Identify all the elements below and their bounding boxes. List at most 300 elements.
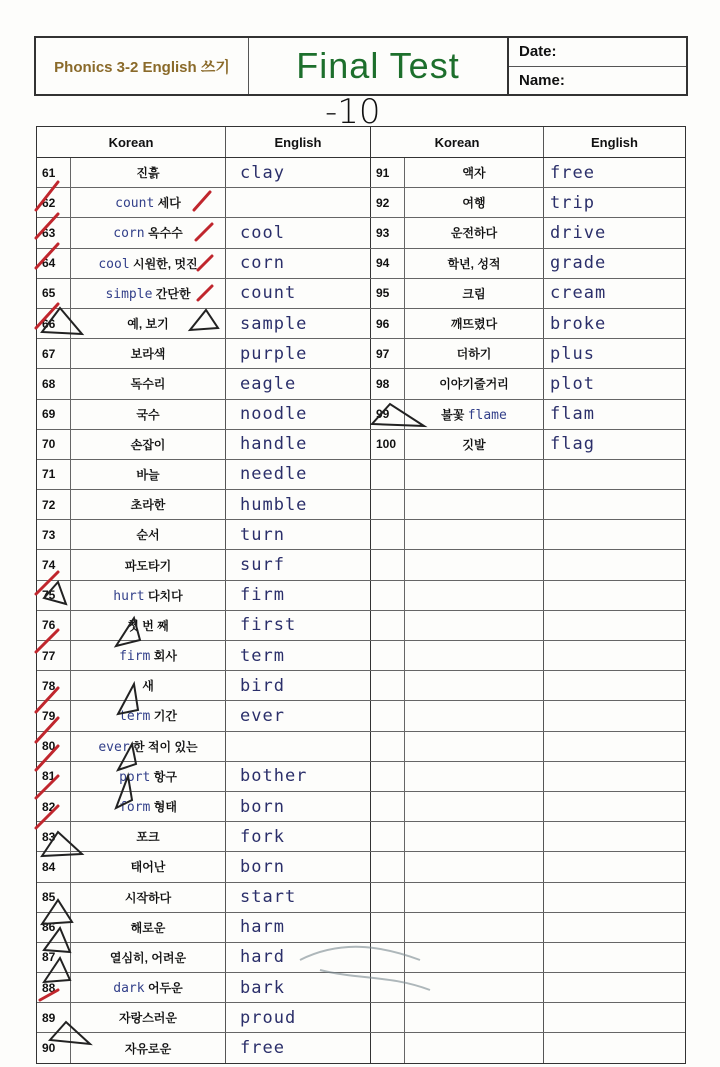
handwritten-answer: clay (240, 162, 285, 183)
handwritten-answer (544, 822, 685, 851)
left-english-cell (226, 218, 371, 247)
handwritten-answer (544, 792, 685, 821)
left-korean-cell (37, 339, 226, 368)
korean-word-text: 항구 (153, 769, 177, 784)
item-number (371, 822, 405, 851)
left-korean-cell (37, 309, 226, 338)
handwritten-answer (544, 1003, 685, 1032)
right-korean-cell (371, 339, 544, 368)
handwritten-answer: handle (240, 434, 308, 455)
right-korean-cell (371, 581, 544, 610)
korean-word (71, 677, 225, 694)
korean-word (71, 285, 225, 302)
korean-word (71, 406, 225, 423)
korean-word-text: 더하기 (456, 347, 492, 362)
handwritten-answer (544, 520, 685, 549)
handwritten-answer (544, 973, 685, 1002)
table-row (37, 309, 685, 339)
table-row (37, 460, 685, 490)
right-korean-cell (371, 430, 544, 459)
item-number: 72 (37, 490, 71, 519)
left-english-cell (226, 792, 371, 821)
item-number (371, 792, 405, 821)
korean-word-text: 액자 (462, 166, 486, 181)
right-korean-cell (371, 822, 544, 851)
handwritten-answer: surf (240, 555, 285, 576)
left-english-cell (226, 460, 371, 489)
left-english-cell (226, 339, 371, 368)
handwritten-correction: ever (98, 739, 130, 755)
left-english-cell (226, 611, 371, 640)
handwritten-answer: turn (240, 524, 285, 545)
left-english-cell (226, 822, 371, 851)
handwritten-answer: bark (240, 977, 285, 998)
right-english-cell (544, 550, 685, 579)
korean-word (71, 768, 225, 785)
table-row (37, 913, 685, 943)
col-header-english-right: English (591, 134, 638, 150)
handwritten-correction: corn (113, 226, 145, 242)
item-number: 74 (37, 550, 71, 579)
item-number: 89 (37, 1003, 71, 1032)
handwritten-answer: humble (240, 494, 308, 515)
korean-word-text: 국수 (136, 407, 160, 422)
handwritten-correction: port (119, 769, 151, 785)
handwritten-answer: corn (240, 253, 285, 274)
table-row (37, 249, 685, 279)
table-row (37, 400, 685, 430)
handwritten-answer: free (550, 162, 595, 183)
korean-word-text: 첫 번 째 (127, 618, 169, 633)
item-number (371, 852, 405, 881)
left-english-cell (226, 762, 371, 791)
handwritten-answer: cool (240, 222, 285, 243)
handwritten-answer: grade (550, 253, 607, 274)
left-english-cell (226, 732, 371, 761)
item-number: 88 (37, 973, 71, 1002)
korean-word (71, 738, 225, 755)
right-korean-cell (371, 1033, 544, 1062)
item-number (371, 732, 405, 761)
right-korean-cell (371, 852, 544, 881)
item-number: 92 (371, 188, 405, 217)
item-number: 96 (371, 309, 405, 338)
left-korean-cell (37, 792, 226, 821)
handwritten-answer: bird (240, 675, 285, 696)
test-header (34, 36, 688, 96)
item-number (371, 1033, 405, 1062)
item-number (371, 671, 405, 700)
right-english-cell (544, 973, 685, 1002)
handwritten-correction: dark (113, 981, 145, 997)
left-korean-cell (37, 973, 226, 1002)
item-number: 81 (37, 762, 71, 791)
korean-word-text: 깃발 (462, 437, 486, 452)
right-english-cell (544, 369, 685, 398)
korean-word-text: 크림 (462, 286, 486, 301)
left-korean-cell (37, 158, 226, 187)
right-korean-cell (371, 641, 544, 670)
korean-word-text: 한 적이 있는 (133, 739, 198, 754)
korean-word (71, 1009, 225, 1026)
left-english-cell (226, 883, 371, 912)
item-number: 70 (37, 430, 71, 459)
col-header-korean-right: Korean (371, 127, 544, 157)
korean-word-text: 파도타기 (124, 558, 172, 573)
korean-word (71, 466, 225, 483)
right-korean-cell (371, 369, 544, 398)
right-english-cell (544, 701, 685, 730)
item-number (371, 520, 405, 549)
korean-word-text: 바늘 (136, 467, 160, 482)
left-english-cell (226, 671, 371, 700)
korean-word-text: 열심히, 어려운 (109, 950, 187, 965)
left-english-cell (226, 641, 371, 670)
left-korean-cell (37, 913, 226, 942)
left-korean-cell (37, 460, 226, 489)
korean-word (71, 194, 225, 211)
handwritten-answer (544, 550, 685, 579)
handwritten-answer: firm (240, 585, 285, 606)
right-korean-cell (371, 943, 544, 972)
left-korean-cell (37, 611, 226, 640)
item-number: 82 (37, 792, 71, 821)
item-number (371, 550, 405, 579)
table-row (37, 1003, 685, 1033)
right-english-cell (544, 792, 685, 821)
table-row (37, 430, 685, 460)
left-english-cell (226, 943, 371, 972)
item-number: 84 (37, 852, 71, 881)
left-korean-cell (37, 943, 226, 972)
item-number: 86 (37, 913, 71, 942)
vocabulary-table (36, 126, 686, 1064)
korean-word-text: 시원한, 멋진 (133, 256, 198, 271)
korean-word-text: 순서 (136, 528, 160, 543)
korean-word-text: 시작하다 (124, 890, 172, 905)
table-row (37, 762, 685, 792)
handwritten-correction: cool (98, 256, 130, 272)
item-number: 80 (37, 732, 71, 761)
korean-word-text: 보라색 (130, 347, 166, 362)
left-korean-cell (37, 852, 226, 881)
item-number (371, 611, 405, 640)
handwritten-answer: born (240, 856, 285, 877)
korean-word-text: 손잡이 (130, 437, 166, 452)
item-number: 71 (37, 460, 71, 489)
right-english-cell (544, 490, 685, 519)
right-korean-cell (371, 883, 544, 912)
handwritten-answer (544, 732, 685, 761)
handwritten-answer: ever (240, 705, 285, 726)
table-row (37, 188, 685, 218)
item-number: 69 (37, 400, 71, 429)
handwritten-correction: simple (105, 286, 153, 302)
handwritten-correction: count (115, 196, 155, 212)
right-korean-cell (371, 279, 544, 308)
left-korean-cell (37, 883, 226, 912)
right-korean-cell (371, 460, 544, 489)
handwritten-answer: needle (240, 464, 308, 485)
handwritten-answer: count (240, 283, 297, 304)
item-number: 65 (37, 279, 71, 308)
korean-word (71, 979, 225, 996)
left-korean-cell (37, 369, 226, 398)
korean-word-text: 세다 (157, 196, 181, 211)
korean-word (71, 647, 225, 664)
korean-word-text: 깨뜨렸다 (450, 317, 498, 332)
item-number: 62 (37, 188, 71, 217)
right-english-cell (544, 309, 685, 338)
item-number: 95 (371, 279, 405, 308)
handwritten-answer: first (240, 615, 297, 636)
left-english-cell (226, 973, 371, 1002)
korean-word-text: 다치다 (147, 588, 183, 603)
handwritten-answer: fork (240, 826, 285, 847)
course-subtitle: Phonics 3-2 English 쓰기 (36, 38, 249, 94)
table-header (37, 127, 685, 158)
korean-word (405, 375, 543, 392)
left-english-cell (226, 520, 371, 549)
right-english-cell (544, 339, 685, 368)
left-korean-cell (37, 550, 226, 579)
handwritten-answer (544, 581, 685, 610)
right-english-cell (544, 913, 685, 942)
right-korean-cell (371, 762, 544, 791)
korean-word (71, 919, 225, 936)
right-korean-cell (371, 218, 544, 247)
handwritten-correction: hurt (113, 588, 145, 604)
handwritten-answer: harm (240, 917, 285, 938)
left-korean-cell (37, 822, 226, 851)
korean-word (71, 164, 225, 181)
korean-word (71, 587, 225, 604)
korean-word (71, 889, 225, 906)
item-number: 79 (37, 701, 71, 730)
korean-word (71, 557, 225, 574)
right-english-cell (544, 883, 685, 912)
korean-word-text: 초라한 (130, 498, 166, 513)
left-korean-cell (37, 671, 226, 700)
item-number: 64 (37, 249, 71, 278)
korean-word-text: 운전하다 (450, 226, 498, 241)
left-korean-cell (37, 249, 226, 278)
korean-word (405, 255, 543, 272)
handwritten-answer: broke (550, 313, 607, 334)
korean-word (71, 949, 225, 966)
korean-word (71, 798, 225, 815)
korean-word (71, 496, 225, 513)
table-row (37, 490, 685, 520)
item-number: 85 (37, 883, 71, 912)
table-row (37, 279, 685, 309)
table-row (37, 973, 685, 1003)
korean-word-text: 새 (142, 679, 154, 694)
left-korean-cell (37, 490, 226, 519)
handwritten-answer: start (240, 887, 297, 908)
item-number: 63 (37, 218, 71, 247)
item-number: 73 (37, 520, 71, 549)
left-english-cell (226, 369, 371, 398)
table-row (37, 671, 685, 701)
left-english-cell (226, 581, 371, 610)
right-english-cell (544, 400, 685, 429)
item-number (371, 490, 405, 519)
item-number (371, 943, 405, 972)
left-english-cell (226, 913, 371, 942)
handwritten-answer: hard (240, 947, 285, 968)
left-english-cell (226, 309, 371, 338)
right-korean-cell (371, 550, 544, 579)
item-number: 94 (371, 249, 405, 278)
table-row (37, 792, 685, 822)
item-number: 76 (37, 611, 71, 640)
korean-word-text: 태어난 (130, 860, 166, 875)
left-english-cell (226, 430, 371, 459)
right-english-cell (544, 1033, 685, 1062)
korean-word (71, 1040, 225, 1057)
korean-word-text: 간단한 (155, 286, 191, 301)
item-number (371, 762, 405, 791)
korean-word (71, 255, 225, 272)
right-korean-cell (371, 158, 544, 187)
handwritten-answer (544, 762, 685, 791)
left-korean-cell (37, 520, 226, 549)
right-korean-cell (371, 792, 544, 821)
item-number: 67 (37, 339, 71, 368)
table-row (37, 520, 685, 550)
right-korean-cell (371, 701, 544, 730)
korean-word-text: 옥수수 (147, 226, 183, 241)
table-row (37, 218, 685, 248)
handwritten-answer: noodle (240, 404, 308, 425)
item-number (371, 913, 405, 942)
korean-word (405, 285, 543, 302)
table-row (37, 369, 685, 399)
korean-word (405, 224, 543, 241)
item-number: 75 (37, 581, 71, 610)
korean-word (71, 345, 225, 362)
table-row (37, 550, 685, 580)
table-row (37, 822, 685, 852)
right-english-cell (544, 611, 685, 640)
handwritten-answer: flag (550, 434, 595, 455)
left-english-cell (226, 188, 371, 217)
right-english-cell (544, 249, 685, 278)
handwritten-answer: cream (550, 283, 607, 304)
name-label: Name: (519, 71, 565, 89)
korean-word-text: 기간 (153, 709, 177, 724)
right-korean-cell (371, 1003, 544, 1032)
korean-word (405, 436, 543, 453)
handwritten-answer (544, 701, 685, 730)
item-number: 83 (37, 822, 71, 851)
item-number: 61 (37, 158, 71, 187)
left-english-cell (226, 158, 371, 187)
handwritten-answer: proud (240, 1007, 297, 1028)
handwritten-answer (226, 188, 370, 217)
right-english-cell (544, 188, 685, 217)
handwritten-answer (544, 671, 685, 700)
korean-word (71, 858, 225, 875)
right-korean-cell (371, 188, 544, 217)
korean-word-text: 해로운 (130, 920, 166, 935)
item-number (371, 701, 405, 730)
item-number: 77 (37, 641, 71, 670)
right-korean-cell (371, 611, 544, 640)
handwritten-answer (544, 490, 685, 519)
right-korean-cell (371, 490, 544, 519)
date-label: Date: (509, 38, 686, 67)
handwritten-answer: free (240, 1038, 285, 1059)
left-english-cell (226, 1003, 371, 1032)
table-row (37, 852, 685, 882)
right-english-cell (544, 520, 685, 549)
right-korean-cell (371, 913, 544, 942)
korean-word (71, 828, 225, 845)
handwritten-answer: bother (240, 766, 308, 787)
left-korean-cell (37, 701, 226, 730)
left-korean-cell (37, 188, 226, 217)
right-korean-cell (371, 973, 544, 1002)
korean-word-text: 독수리 (130, 377, 166, 392)
left-korean-cell (37, 641, 226, 670)
item-number: 99 (371, 400, 405, 429)
handwritten-correction: form (119, 800, 151, 816)
table-row (37, 641, 685, 671)
item-number (371, 581, 405, 610)
handwritten-answer (544, 460, 685, 489)
table-row (37, 943, 685, 973)
left-english-cell (226, 400, 371, 429)
item-number: 97 (371, 339, 405, 368)
right-english-cell (544, 641, 685, 670)
header-meta (509, 38, 686, 94)
right-english-cell (544, 732, 685, 761)
korean-word (71, 375, 225, 392)
col-header-english-left: English (226, 127, 371, 157)
right-korean-cell (371, 520, 544, 549)
right-korean-cell (371, 249, 544, 278)
handwritten-answer (544, 852, 685, 881)
item-number (371, 460, 405, 489)
right-english-cell (544, 762, 685, 791)
korean-word (71, 707, 225, 724)
table-row (37, 339, 685, 369)
korean-word-text: 이야기줄거리 (439, 377, 509, 392)
korean-word-text: 여행 (462, 196, 486, 211)
item-number: 87 (37, 943, 71, 972)
item-number: 68 (37, 369, 71, 398)
handwritten-answer: purple (240, 343, 308, 364)
left-english-cell (226, 249, 371, 278)
table-row (37, 732, 685, 762)
item-number (371, 973, 405, 1002)
table-row (37, 158, 685, 188)
korean-word-text: 진흙 (136, 166, 160, 181)
left-korean-cell (37, 279, 226, 308)
handwritten-correction: flame (467, 407, 507, 423)
left-korean-cell (37, 400, 226, 429)
korean-word (405, 406, 543, 423)
left-korean-cell (37, 732, 226, 761)
handwritten-answer: drive (550, 222, 607, 243)
handwritten-answer: born (240, 796, 285, 817)
handwritten-answer: plus (550, 343, 595, 364)
korean-word-text: 형태 (153, 800, 177, 815)
left-english-cell (226, 852, 371, 881)
korean-word (71, 224, 225, 241)
